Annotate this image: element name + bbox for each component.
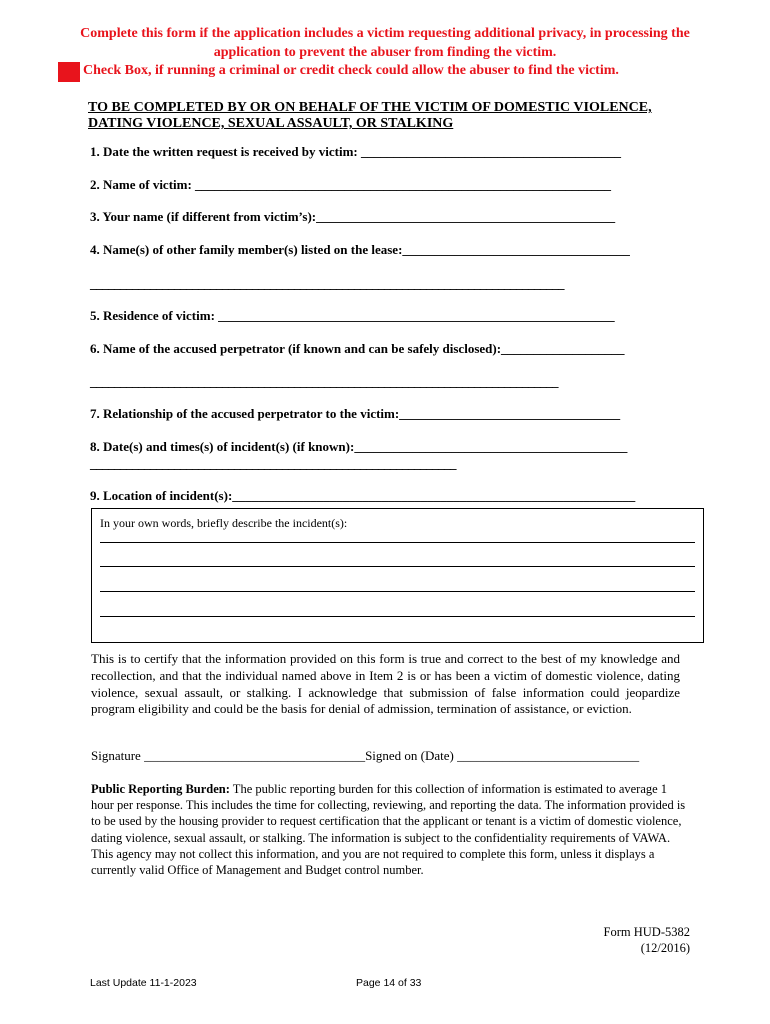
incident-description-label: In your own words, briefly describe the incident(s): xyxy=(100,516,348,530)
question-family-members[interactable]: 4. Name(s) of other family member(s) listed on the lease:___________________________________ xyxy=(90,242,630,257)
burden-text: The public reporting burden for this collection of information is estimated to average 1 hour per response. This includes the time for collecting, reviewing, and reporting the data. The information provided is to be used by the housing provider to request certification that the applicant or tenant is a victim of domestic violence, dating violence, sexual assault, or stalking. The information is subject to the confidentiality requirements of VAWA. This agency may not collect this information, and you are not required to complete this form, unless it displays a currently valid Office of Management and Budget control number. xyxy=(91,782,686,878)
form-heading-line-2: DATING VIOLENCE, SEXUAL ASSAULT, OR STALKING xyxy=(88,116,454,131)
question-perpetrator-name[interactable]: 6. Name of the accused perpetrator (if known and can be safely disclosed):___________________ xyxy=(90,341,625,356)
privacy-notice-line-2: application to prevent the abuser from finding the victim. xyxy=(213,45,557,60)
question-date-received[interactable]: 1. Date the written request is received by victim: ________________________________________ xyxy=(90,144,622,159)
description-line[interactable] xyxy=(100,566,695,567)
public-reporting-burden xyxy=(91,781,691,878)
form-heading xyxy=(88,100,688,132)
description-line[interactable] xyxy=(100,616,695,617)
form-number: Form HUD-5382 xyxy=(603,925,690,939)
question-incident-dates-continuation[interactable]: _____________________________________________________________ xyxy=(90,456,456,471)
question-your-name[interactable]: 3. Your name (if different from victim’s):______________________________________________ xyxy=(90,209,616,224)
question-incident-dates[interactable]: 8. Date(s) and times(s) of incident(s) (if known):__________________________________________ xyxy=(90,439,628,454)
criminal-check-label: Check Box, if running a criminal or credit check could allow the abuser to find the victim. xyxy=(83,63,619,78)
question-residence[interactable]: 5. Residence of victim: _____________________________________________________________ xyxy=(90,308,615,323)
page-number: Page 14 of 33 xyxy=(356,977,422,989)
question-family-members-continuation[interactable]: _______________________________________________________________________________ xyxy=(90,276,564,291)
question-perpetrator-continuation[interactable]: ______________________________________________________________________________ xyxy=(90,374,558,389)
incident-description-box[interactable] xyxy=(91,508,704,643)
question-relationship[interactable]: 7. Relationship of the accused perpetrator to the victim:__________________________________ xyxy=(90,406,621,421)
burden-title: Public Reporting Burden: xyxy=(91,782,230,796)
form-date: (12/2016) xyxy=(640,941,690,955)
form-id xyxy=(604,924,690,956)
signature-line[interactable]: Signature __________________________________Signed on (Date) ____________________________ xyxy=(91,748,640,763)
description-line[interactable] xyxy=(100,542,695,543)
question-victim-name[interactable]: 2. Name of victim: ________________________________________________________________ xyxy=(90,177,612,192)
privacy-notice-line-1: Complete this form if the application includes a victim requesting additional privacy, in processing the xyxy=(80,26,690,41)
description-line[interactable] xyxy=(100,591,695,592)
form-heading-line-1: TO BE COMPLETED BY OR ON BEHALF OF THE VICTIM OF DOMESTIC VIOLENCE, xyxy=(88,100,652,115)
certification-statement: This is to certify that the information provided on this form is true and correct to the best of my knowledge and recollection, and that the individual named above in Item 2 is or has been a victim of domestic violence, dating violence, sexual assault, or stalking. I acknowledge that submission of false information could jeopardize program eligibility and could be the basis for denial of admission, termination of assistance, or eviction. xyxy=(91,651,680,717)
last-update: Last Update 11-1-2023 xyxy=(90,977,197,989)
question-location[interactable]: 9. Location of incident(s):______________________________________________________________ xyxy=(90,488,636,503)
criminal-check-checkbox[interactable] xyxy=(58,62,80,82)
